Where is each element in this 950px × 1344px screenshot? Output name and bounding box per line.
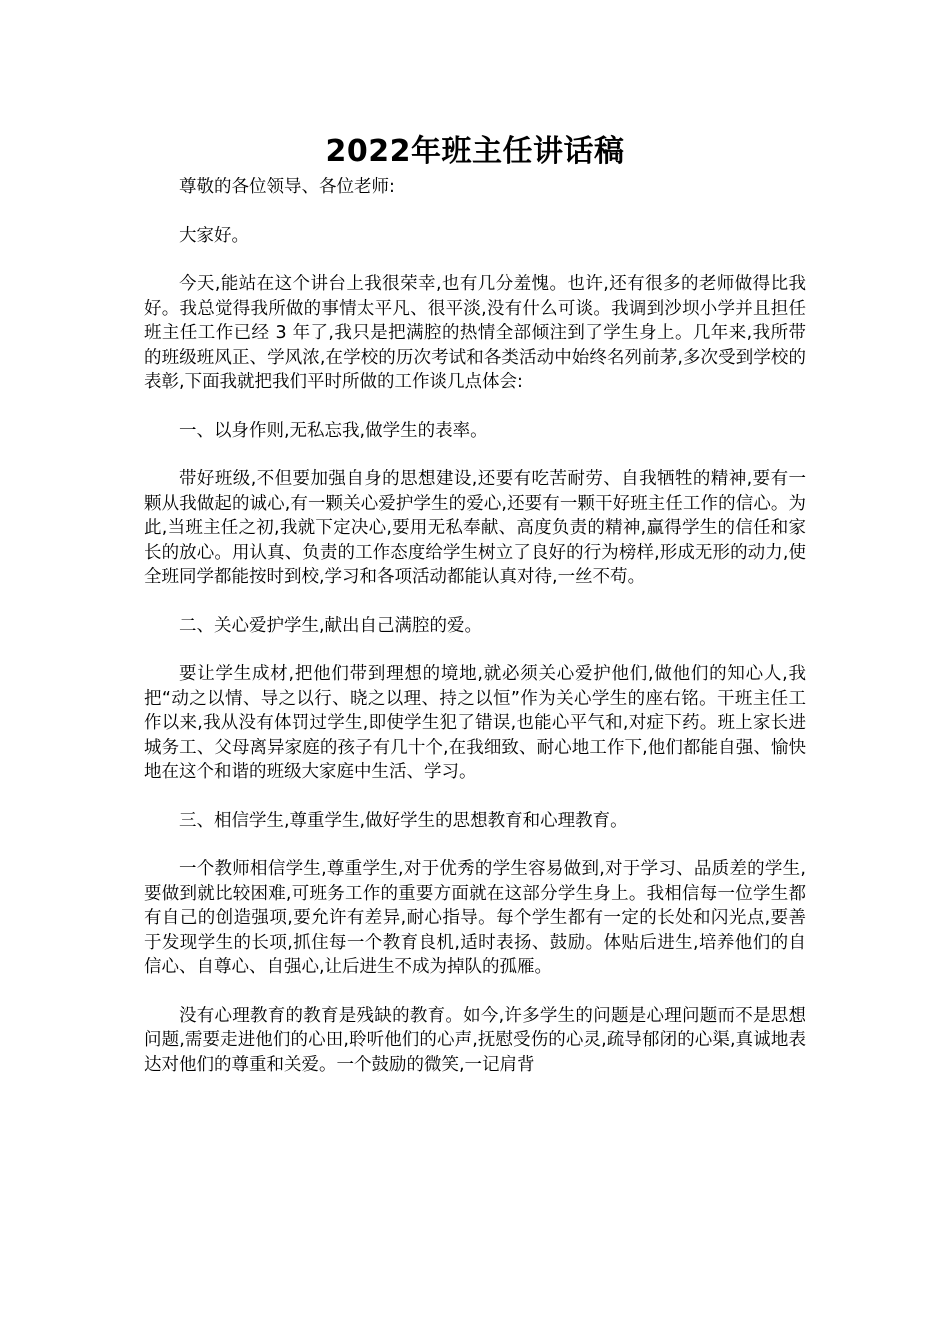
section-paragraph-2: 要让学生成材,把他们带到理想的境地,就必须关心爱护他们,做他们的知心人,我把“动之以情、导之以行、晓之以理、持之以恒”作为关心学生的座右铭。干班主任工作以来,我从没有体罚过学生,即使学生犯了错误,也能心平气和,对症下药。班上家长进城务工、父母离异家庭的孩子有几十个,在我细致、耐心地工作下,他们都能自强、愉快地在这个和谐的班级大家庭中生活、学习。	[144, 664, 806, 782]
greeting: 大家好。	[179, 225, 249, 246]
document-body	[144, 175, 806, 1101]
section-paragraph-3a: 一个教师相信学生,尊重学生,对于优秀的学生容易做到,对于学习、品质差的学生,要做到就比较困难,可班务工作的重要方面就在这部分学生身上。我相信每一位学生都有自己的创造强项,要允许有差异,耐心指导。每个学生都有一定的长处和闪光点,要善于发现学生的长项,抓住每一个教育良机,适时表扬、鼓励。体贴后进生,培养他们的自信心、自尊心、自强心,让后进生不成为掉队的孤雁。	[144, 859, 806, 977]
salutation: 尊敬的各位领导、各位老师:	[179, 177, 395, 197]
intro-paragraph: 今天,能站在这个讲台上我很荣幸,也有几分羞愧。也许,还有很多的老师做得比我好。我总觉得我所做的事情太平凡、很平淡,没有什么可谈。我调到沙坝小学并且担任班主任工作已经 3 年了,我只是把满腔的热情全部倾注到了学生身上。几年来,我所带的班级班风正、学风浓,在学校的历次考试和各类活动中始终名列前茅,多次受到学校的表彰,下面我就把我们平时所做的工作谈几点体会:	[144, 274, 806, 392]
section-paragraph-3b: 没有心理教育的教育是残缺的教育。如今,许多学生的问题是心理问题而不是思想问题,需要走进他们的心田,聆听他们的心声,抚慰受伤的心灵,疏导郁闭的心渠,真诚地表达对他们的尊重和关爱。一个鼓励的微笑,一记肩背	[144, 1005, 806, 1075]
document-title: 2022年班主任讲话稿	[325, 134, 625, 169]
section-heading-1: 一、以身作则,无私忘我,做学生的表率。	[179, 420, 488, 441]
section-heading-2: 二、关心爱护学生,献出自己满腔的爱。	[179, 615, 483, 636]
section-paragraph-1: 带好班级,不但要加强自身的思想建设,还要有吃苦耐劳、自我牺牲的精神,要有一颗从我做起的诚心,有一颗关心爱护学生的爱心,还要有一颗干好班主任工作的信心。为此,当班主任之初,我就下定决心,要用无私奉献、高度负责的精神,赢得学生的信任和家长的放心。用认真、负责的工作态度给学生树立了良好的行为榜样,形成无形的动力,使全班同学都能按时到校,学习和各项活动都能认真对待,一丝不苟。	[144, 469, 806, 587]
section-heading-3: 三、相信学生,尊重学生,做好学生的思想教育和心理教育。	[179, 810, 628, 831]
